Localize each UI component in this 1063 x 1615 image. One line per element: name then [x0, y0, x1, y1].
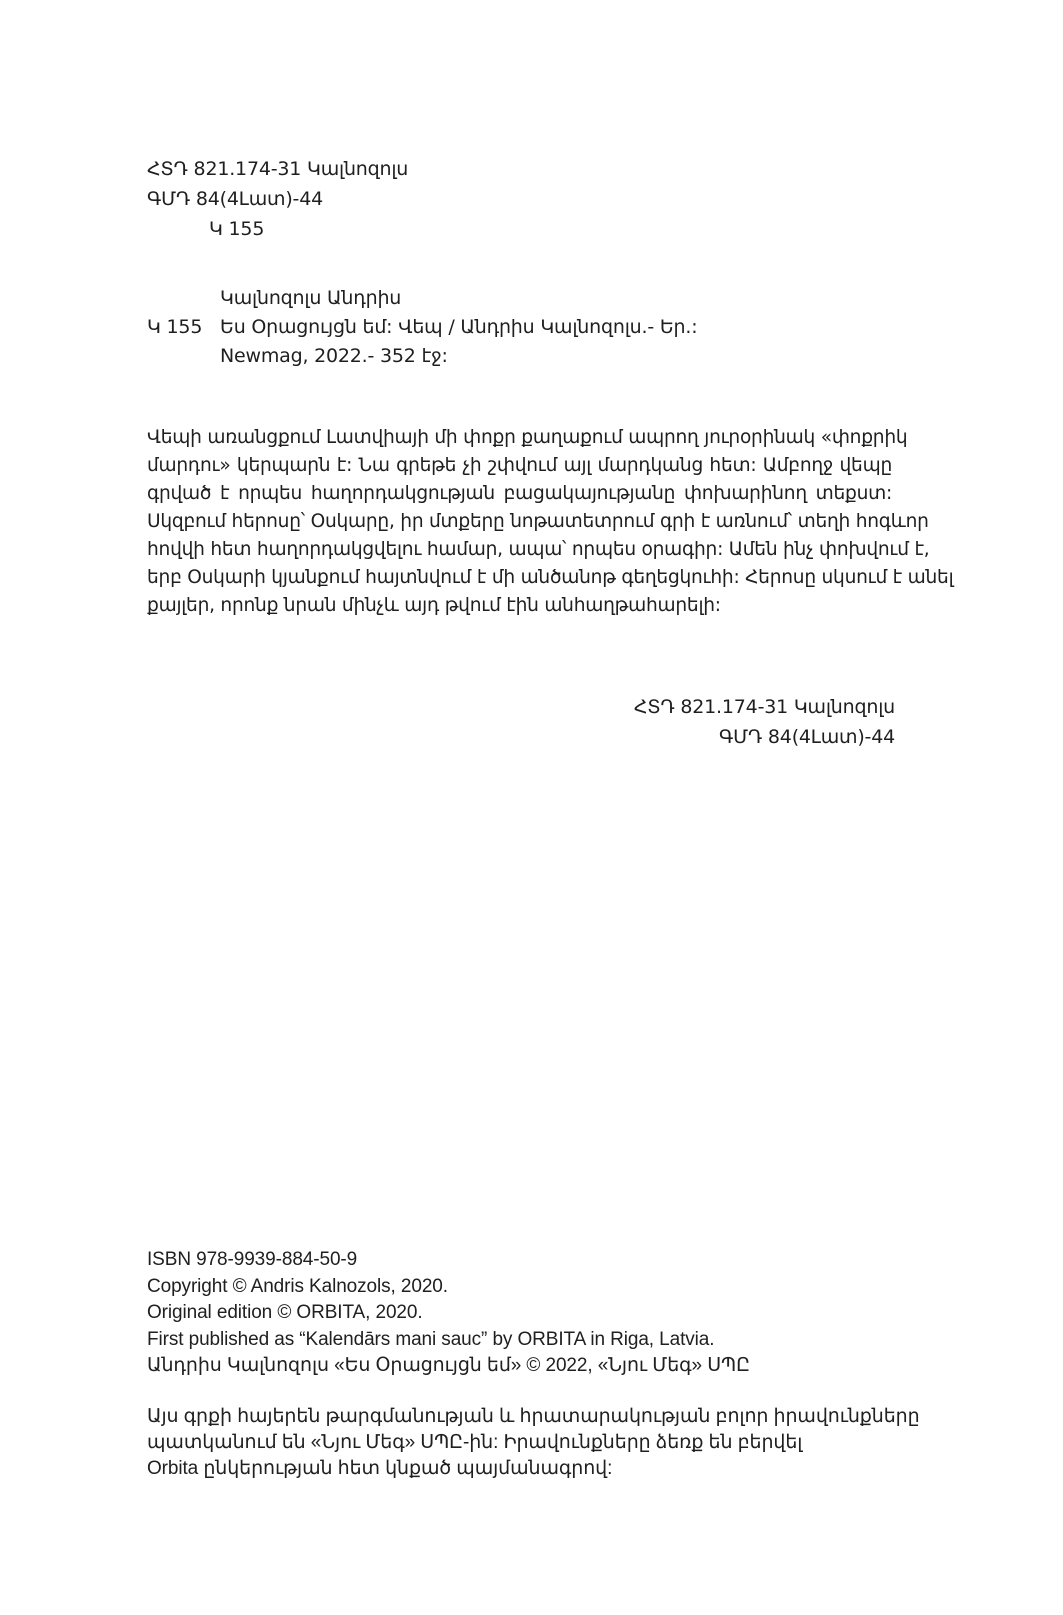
bib-author: Կալնոզոլս Անդրիս — [220, 287, 402, 309]
bib-title: Ես Օրացույցն եմ: Վեպ / Անդրիս Կալնոզոլս.- Եր.: — [220, 316, 698, 338]
isbn: ISBN 978-9939-884-50-9 — [147, 1249, 358, 1270]
annotation-line: Վեպի առանցքում Լատվիայի մի փոքր քաղաքում ապրող յուրօրինակ «փոքրիկ — [147, 427, 908, 448]
lbc-code-repeat: ԳՄԴ 84(4Լատ)-44 — [719, 726, 895, 748]
classification-block — [147, 154, 408, 244]
annotation-line: երբ Օսկարի կյանքում հայտնվում է մի անծանոթ գեղեցկուհի: Հերոսը սկսում է անել — [147, 567, 954, 588]
rights-line: Orbita ընկերության հետ կնքած պայմանագրով: — [147, 1458, 613, 1479]
rights-line: պատկանում են «Նյու Մեգ» ՍՊԸ-ին: Իրավունքները ձեռք են բերվել — [147, 1432, 803, 1453]
rights-notice — [147, 1404, 920, 1482]
armenian-edition-line: Անդրիս Կալնոզոլս «Ես Օրացույցն եմ» © 2022, «Նյու Մեգ» ՍՊԸ — [147, 1355, 750, 1376]
rights-line: Այս գրքի հայերեն թարգմանության և հրատարակության բոլոր իրավունքները — [147, 1406, 920, 1427]
original-edition-line: Original edition © ORBITA, 2020. — [147, 1302, 423, 1323]
bib-author-mark: Կ 155 — [147, 316, 203, 338]
annotation-line: գրված է որպես հաղորդակցության բացակայությանը փոխարինող տեքստ: — [147, 483, 892, 504]
bib-publisher: Newmag, 2022.- 352 էջ: — [220, 345, 448, 367]
udc-code: ՀՏԴ 821.174-31 Կալնոզոլս — [147, 158, 409, 180]
annotation-line: Սկզբում հերոսը՝ Օսկարը, իր մտքերը նոթատետրում գրի է առնում՝ տեղի հոգևոր — [147, 511, 929, 532]
annotation-line: մարդու» կերպարն է: Նա գրեթե չի շփվում այլ մարդկանց հետ: Ամբողջ վեպը — [147, 455, 892, 476]
classification-repeat-block — [634, 692, 895, 752]
annotation-line: քայլեր, որոնք նրան մինչև այդ թվում էին անհաղթահարելի: — [147, 595, 721, 616]
udc-code-repeat: ՀՏԴ 821.174-31 Կալնոզոլս — [633, 696, 895, 718]
copyright-line: Copyright © Andris Kalnozols, 2020. — [147, 1275, 448, 1297]
annotation-line: հովվի հետ հաղորդակցվելու համար, ապա՝ որպես օրագիր: Ամեն ինչ փոխվում է, — [147, 539, 930, 560]
copyright-block — [147, 1247, 750, 1380]
annotation-paragraph — [147, 424, 954, 620]
lbc-code: ԳՄԴ 84(4Լատ)-44 — [147, 188, 323, 210]
author-mark: Կ 155 — [209, 218, 265, 240]
first-published-line: First published as “Kalendārs mani sauc” by ORBITA in Riga, Latvia. — [147, 1328, 715, 1350]
